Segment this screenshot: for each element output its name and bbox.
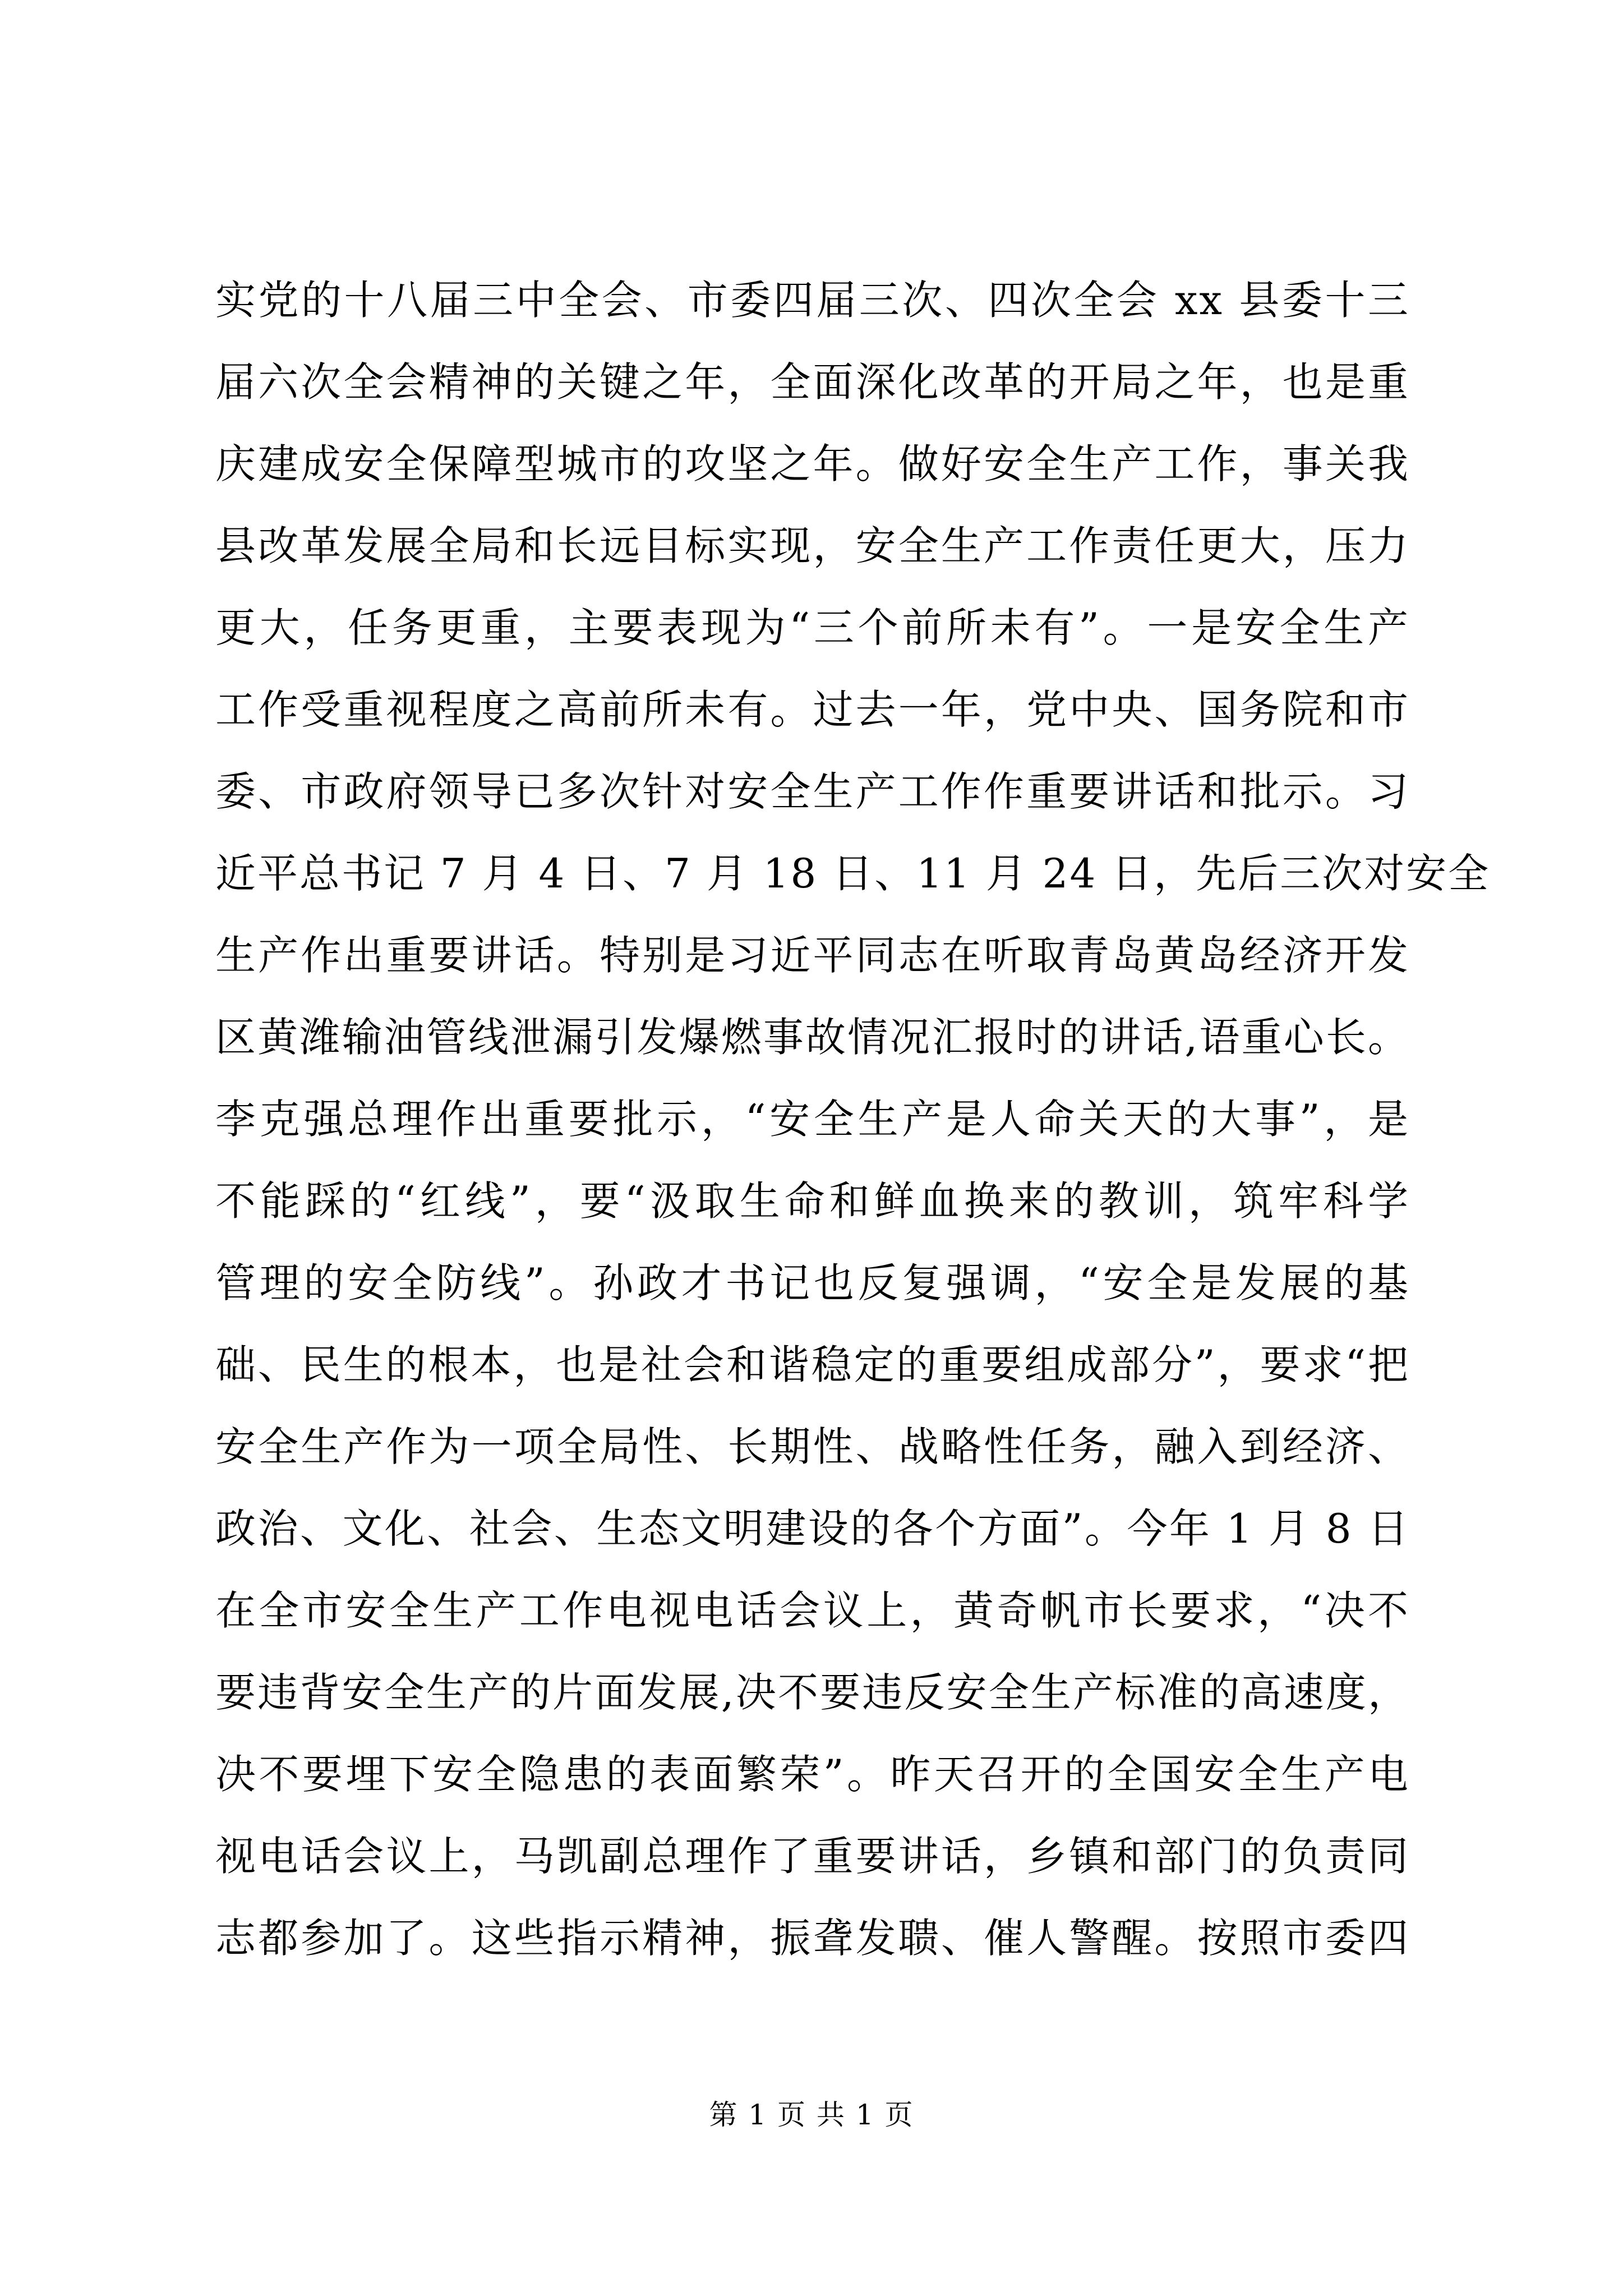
body-text bbox=[215, 259, 1491, 1979]
text-line: 工作受重视程度之高前所未有。过去一年，党中央、国务院和市 bbox=[215, 686, 1410, 733]
text-line: 要违背安全生产的片面发展,决不要违反安全生产标准的高速度， bbox=[215, 1669, 1410, 1716]
text-line: 在全市安全生产工作电视电话会议上，黄奇帆市长要求，“决不 bbox=[215, 1587, 1410, 1634]
text-line: 区黄潍输油管线泄漏引发爆燃事故情况汇报时的讲话,语重心长。 bbox=[215, 1014, 1410, 1061]
text-line: 志都参加了。这些指示精神，振聋发聩、催人警醒。按照市委四 bbox=[215, 1915, 1410, 1962]
text-line: 庆建成安全保障型城市的攻坚之年。做好安全生产工作，事关我 bbox=[215, 440, 1410, 487]
text-line: 安全生产作为一项全局性、长期性、战略性任务，融入到经济、 bbox=[215, 1423, 1410, 1470]
text-line: 视电话会议上，马凯副总理作了重要讲话，乡镇和部门的负责同 bbox=[215, 1833, 1410, 1880]
text-line: 李克强总理作出重要批示，“安全生产是人命关天的大事”，是 bbox=[215, 1096, 1410, 1143]
text-line: 县改革发展全局和长远目标实现，安全生产工作责任更大，压力 bbox=[215, 522, 1410, 569]
text-line: 础、民生的根本，也是社会和谐稳定的重要组成部分”，要求“把 bbox=[215, 1341, 1410, 1388]
text-line: 生产作出重要讲话。特别是习近平同志在听取青岛黄岛经济开发 bbox=[215, 932, 1410, 979]
text-line: 近平总书记 7 月 4 日、7 月 18 日、11 月 24 日，先后三次对安全 bbox=[215, 850, 1491, 897]
page-number-footer: 第 1 页 共 1 页 bbox=[709, 2099, 914, 2131]
text-line: 届六次全会精神的关键之年，全面深化改革的开局之年，也是重 bbox=[215, 358, 1410, 406]
text-line: 政治、文化、社会、生态文明建设的各个方面”。今年 1 月 8 日 bbox=[215, 1505, 1410, 1552]
text-line: 决不要埋下安全隐患的表面繁荣”。昨天召开的全国安全生产电 bbox=[215, 1751, 1410, 1798]
text-line: 实党的十八届三中全会、市委四届三次、四次全会 xx 县委十三 bbox=[215, 277, 1410, 324]
text-line: 管理的安全防线”。孙政才书记也反复强调，“安全是发展的基 bbox=[215, 1259, 1410, 1306]
text-line: 不能踩的“红线”，要“汲取生命和鲜血换来的教训，筑牢科学 bbox=[215, 1177, 1410, 1225]
text-line: 委、市政府领导已多次针对安全生产工作作重要讲话和批示。习 bbox=[215, 768, 1410, 815]
text-line: 更大，任务更重，主要表现为“三个前所未有”。一是安全生产 bbox=[215, 604, 1410, 651]
